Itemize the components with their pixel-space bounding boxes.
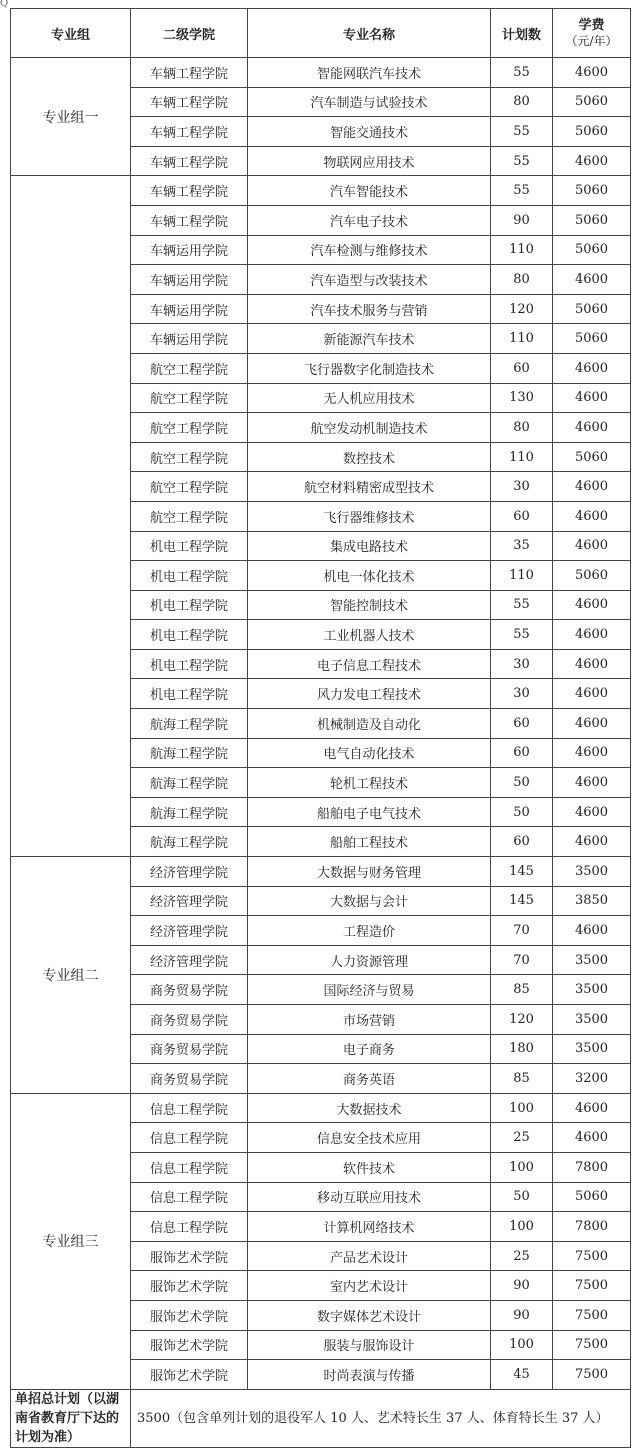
fee-cell: 4600: [553, 709, 631, 739]
fee-cell: 5060: [553, 294, 631, 324]
college-cell: 车辆运用学院: [131, 235, 248, 265]
college-cell: 车辆工程学院: [131, 58, 248, 88]
plan-cell: 120: [491, 1005, 553, 1035]
plan-cell: 55: [491, 117, 553, 147]
college-cell: 车辆运用学院: [131, 324, 248, 354]
fee-cell: 7800: [553, 1152, 631, 1182]
major-cell: 数字媒体艺术设计: [248, 1300, 491, 1330]
plan-cell: 50: [491, 797, 553, 827]
total-plan-label: 单招总计划（以湖南省教育厅下达的计划为准）: [11, 1389, 131, 1447]
header-fee: [553, 9, 631, 58]
plan-cell: 80: [491, 265, 553, 295]
fee-cell: 3500: [553, 1005, 631, 1035]
plan-cell: 90: [491, 205, 553, 235]
plan-cell: 100: [491, 1093, 553, 1123]
footer-row: [11, 1389, 631, 1447]
plan-cell: 50: [491, 768, 553, 798]
major-cell: 汽车智能技术: [248, 176, 491, 206]
plan-cell: 30: [491, 649, 553, 679]
fee-cell: 4600: [553, 58, 631, 88]
plan-cell: 70: [491, 916, 553, 946]
fee-cell: 3200: [553, 1064, 631, 1094]
plan-cell: 50: [491, 1182, 553, 1212]
fee-cell: 3500: [553, 975, 631, 1005]
fee-cell: 5060: [553, 176, 631, 206]
major-cell: 无人机应用技术: [248, 383, 491, 413]
fee-cell: 4600: [553, 768, 631, 798]
college-cell: 服饰艺术学院: [131, 1330, 248, 1360]
major-cell: 商务英语: [248, 1064, 491, 1094]
header-plan: 计划数: [491, 9, 553, 58]
major-cell: 智能控制技术: [248, 590, 491, 620]
college-cell: 车辆运用学院: [131, 265, 248, 295]
fee-cell: 7800: [553, 1212, 631, 1242]
top-mark: Q: [0, 0, 9, 9]
group-cell: [11, 176, 131, 857]
major-cell: 工程造价: [248, 916, 491, 946]
header-fee-unit: （元/年）: [565, 34, 618, 48]
major-cell: 机电一体化技术: [248, 561, 491, 591]
major-cell: 移动互联应用技术: [248, 1182, 491, 1212]
fee-cell: 4600: [553, 679, 631, 709]
college-cell: 机电工程学院: [131, 590, 248, 620]
group-cell: 专业组二: [11, 857, 131, 1094]
college-cell: 经济管理学院: [131, 857, 248, 887]
major-cell: 软件技术: [248, 1152, 491, 1182]
major-cell: 汽车检测与维修技术: [248, 235, 491, 265]
fee-cell: 4600: [553, 383, 631, 413]
college-cell: 航海工程学院: [131, 827, 248, 857]
major-cell: 时尚表演与传播: [248, 1360, 491, 1390]
college-cell: 服饰艺术学院: [131, 1360, 248, 1390]
fee-cell: 7500: [553, 1330, 631, 1360]
major-cell: 计算机网络技术: [248, 1212, 491, 1242]
college-cell: 商务贸易学院: [131, 1034, 248, 1064]
major-cell: 汽车制造与试验技术: [248, 87, 491, 117]
major-cell: 新能源汽车技术: [248, 324, 491, 354]
plan-cell: 25: [491, 1123, 553, 1153]
major-cell: 大数据与财务管理: [248, 857, 491, 887]
plan-cell: 110: [491, 561, 553, 591]
major-cell: 物联网应用技术: [248, 146, 491, 176]
major-cell: 大数据技术: [248, 1093, 491, 1123]
college-cell: 航海工程学院: [131, 797, 248, 827]
plan-cell: 85: [491, 1064, 553, 1094]
college-cell: 航海工程学院: [131, 768, 248, 798]
fee-cell: 5060: [553, 205, 631, 235]
college-cell: 经济管理学院: [131, 945, 248, 975]
college-cell: 车辆工程学院: [131, 176, 248, 206]
header-major: 专业名称: [248, 9, 491, 58]
college-cell: 车辆工程学院: [131, 117, 248, 147]
major-cell: 船舶电子电气技术: [248, 797, 491, 827]
fee-cell: 7500: [553, 1271, 631, 1301]
plan-cell: 100: [491, 1212, 553, 1242]
major-cell: 电子商务: [248, 1034, 491, 1064]
header-fee-label: 学费: [578, 18, 605, 33]
college-cell: 机电工程学院: [131, 649, 248, 679]
major-cell: 机械制造及自动化: [248, 709, 491, 739]
major-cell: 汽车技术服务与营销: [248, 294, 491, 324]
fee-cell: 3850: [553, 886, 631, 916]
college-cell: 航空工程学院: [131, 353, 248, 383]
plan-cell: 55: [491, 620, 553, 650]
college-cell: 机电工程学院: [131, 679, 248, 709]
college-cell: 机电工程学院: [131, 620, 248, 650]
plan-cell: 90: [491, 1300, 553, 1330]
plan-cell: 70: [491, 945, 553, 975]
college-cell: 机电工程学院: [131, 561, 248, 591]
plan-cell: 100: [491, 1152, 553, 1182]
fee-cell: 4600: [553, 531, 631, 561]
table-row: [11, 1093, 631, 1123]
major-cell: 汽车电子技术: [248, 205, 491, 235]
college-cell: 服饰艺术学院: [131, 1271, 248, 1301]
plan-cell: 145: [491, 886, 553, 916]
college-cell: 机电工程学院: [131, 531, 248, 561]
college-cell: 车辆工程学院: [131, 146, 248, 176]
college-cell: 航空工程学院: [131, 442, 248, 472]
plan-cell: 110: [491, 235, 553, 265]
plan-cell: 35: [491, 531, 553, 561]
fee-cell: 4600: [553, 146, 631, 176]
major-cell: 航空发动机制造技术: [248, 413, 491, 443]
plan-cell: 110: [491, 324, 553, 354]
plan-cell: 85: [491, 975, 553, 1005]
college-cell: 经济管理学院: [131, 886, 248, 916]
major-cell: 智能交通技术: [248, 117, 491, 147]
fee-cell: 3500: [553, 857, 631, 887]
fee-cell: 4600: [553, 916, 631, 946]
plan-cell: 55: [491, 146, 553, 176]
major-cell: 飞行器数字化制造技术: [248, 353, 491, 383]
plan-cell: 60: [491, 353, 553, 383]
college-cell: 服饰艺术学院: [131, 1300, 248, 1330]
group-cell: 专业组一: [11, 58, 131, 176]
college-cell: 航海工程学院: [131, 738, 248, 768]
major-cell: 大数据与会计: [248, 886, 491, 916]
major-cell: 风力发电工程技术: [248, 679, 491, 709]
major-cell: 电子信息工程技术: [248, 649, 491, 679]
fee-cell: 3500: [553, 945, 631, 975]
major-cell: 船舶工程技术: [248, 827, 491, 857]
table-row: [11, 58, 631, 88]
college-cell: 信息工程学院: [131, 1212, 248, 1242]
plan-cell: 80: [491, 413, 553, 443]
plan-cell: 55: [491, 590, 553, 620]
fee-cell: 5060: [553, 561, 631, 591]
fee-cell: 4600: [553, 353, 631, 383]
major-cell: 汽车造型与改装技术: [248, 265, 491, 295]
header-college: 二级学院: [131, 9, 248, 58]
plan-cell: 55: [491, 176, 553, 206]
fee-cell: 4600: [553, 265, 631, 295]
plan-cell: 60: [491, 501, 553, 531]
college-cell: 经济管理学院: [131, 916, 248, 946]
fee-cell: 4600: [553, 1123, 631, 1153]
college-cell: 商务贸易学院: [131, 1005, 248, 1035]
fee-cell: 5060: [553, 117, 631, 147]
fee-cell: 4600: [553, 590, 631, 620]
major-cell: 工业机器人技术: [248, 620, 491, 650]
college-cell: 航海工程学院: [131, 709, 248, 739]
plan-cell: 130: [491, 383, 553, 413]
college-cell: 商务贸易学院: [131, 975, 248, 1005]
plan-cell: 60: [491, 709, 553, 739]
header-group: 专业组: [11, 9, 131, 58]
college-cell: 航空工程学院: [131, 413, 248, 443]
table-row: [11, 857, 631, 887]
fee-cell: 7500: [553, 1360, 631, 1390]
plan-cell: 180: [491, 1034, 553, 1064]
plan-cell: 145: [491, 857, 553, 887]
fee-cell: 5060: [553, 442, 631, 472]
major-cell: 人力资源管理: [248, 945, 491, 975]
plan-cell: 90: [491, 1271, 553, 1301]
total-plan-value: 3500（包含单列计划的退役军人 10 人、艺术特长生 37 人、体育特长生 37 人）: [131, 1389, 631, 1447]
plan-cell: 60: [491, 827, 553, 857]
major-cell: 电气自动化技术: [248, 738, 491, 768]
table-row: [11, 176, 631, 206]
table-body: [11, 58, 631, 1390]
plan-cell: 30: [491, 679, 553, 709]
major-cell: 服装与服饰设计: [248, 1330, 491, 1360]
fee-cell: 4600: [553, 472, 631, 502]
fee-cell: 4600: [553, 501, 631, 531]
college-cell: 车辆工程学院: [131, 87, 248, 117]
plan-cell: 80: [491, 87, 553, 117]
plan-cell: 30: [491, 472, 553, 502]
college-cell: 车辆工程学院: [131, 205, 248, 235]
major-cell: 飞行器维修技术: [248, 501, 491, 531]
major-cell: 轮机工程技术: [248, 768, 491, 798]
admission-plan-table: [10, 8, 631, 1448]
fee-cell: 5060: [553, 1182, 631, 1212]
major-cell: 国际经济与贸易: [248, 975, 491, 1005]
major-cell: 室内艺术设计: [248, 1271, 491, 1301]
plan-cell: 45: [491, 1360, 553, 1390]
major-cell: 产品艺术设计: [248, 1241, 491, 1271]
plan-cell: 100: [491, 1330, 553, 1360]
fee-cell: 4600: [553, 827, 631, 857]
fee-cell: 7500: [553, 1241, 631, 1271]
major-cell: 数控技术: [248, 442, 491, 472]
plan-cell: 110: [491, 442, 553, 472]
fee-cell: 5060: [553, 87, 631, 117]
college-cell: 信息工程学院: [131, 1152, 248, 1182]
major-cell: 航空材料精密成型技术: [248, 472, 491, 502]
major-cell: 信息安全技术应用: [248, 1123, 491, 1153]
fee-cell: 4600: [553, 1093, 631, 1123]
fee-cell: 5060: [553, 235, 631, 265]
plan-cell: 60: [491, 738, 553, 768]
plan-cell: 25: [491, 1241, 553, 1271]
plan-cell: 120: [491, 294, 553, 324]
plan-cell: 55: [491, 58, 553, 88]
fee-cell: 7500: [553, 1300, 631, 1330]
table-header-row: [11, 9, 631, 58]
college-cell: 航空工程学院: [131, 472, 248, 502]
college-cell: 车辆运用学院: [131, 294, 248, 324]
college-cell: 航空工程学院: [131, 501, 248, 531]
college-cell: 信息工程学院: [131, 1123, 248, 1153]
college-cell: 信息工程学院: [131, 1182, 248, 1212]
major-cell: 智能网联汽车技术: [248, 58, 491, 88]
fee-cell: 4600: [553, 413, 631, 443]
fee-cell: 4600: [553, 649, 631, 679]
college-cell: 信息工程学院: [131, 1093, 248, 1123]
major-cell: 市场营销: [248, 1005, 491, 1035]
group-cell: 专业组三: [11, 1093, 131, 1389]
fee-cell: 4600: [553, 738, 631, 768]
fee-cell: 3500: [553, 1034, 631, 1064]
fee-cell: 5060: [553, 324, 631, 354]
college-cell: 服饰艺术学院: [131, 1241, 248, 1271]
fee-cell: 4600: [553, 620, 631, 650]
fee-cell: 4600: [553, 797, 631, 827]
major-cell: 集成电路技术: [248, 531, 491, 561]
college-cell: 航空工程学院: [131, 383, 248, 413]
college-cell: 商务贸易学院: [131, 1064, 248, 1094]
